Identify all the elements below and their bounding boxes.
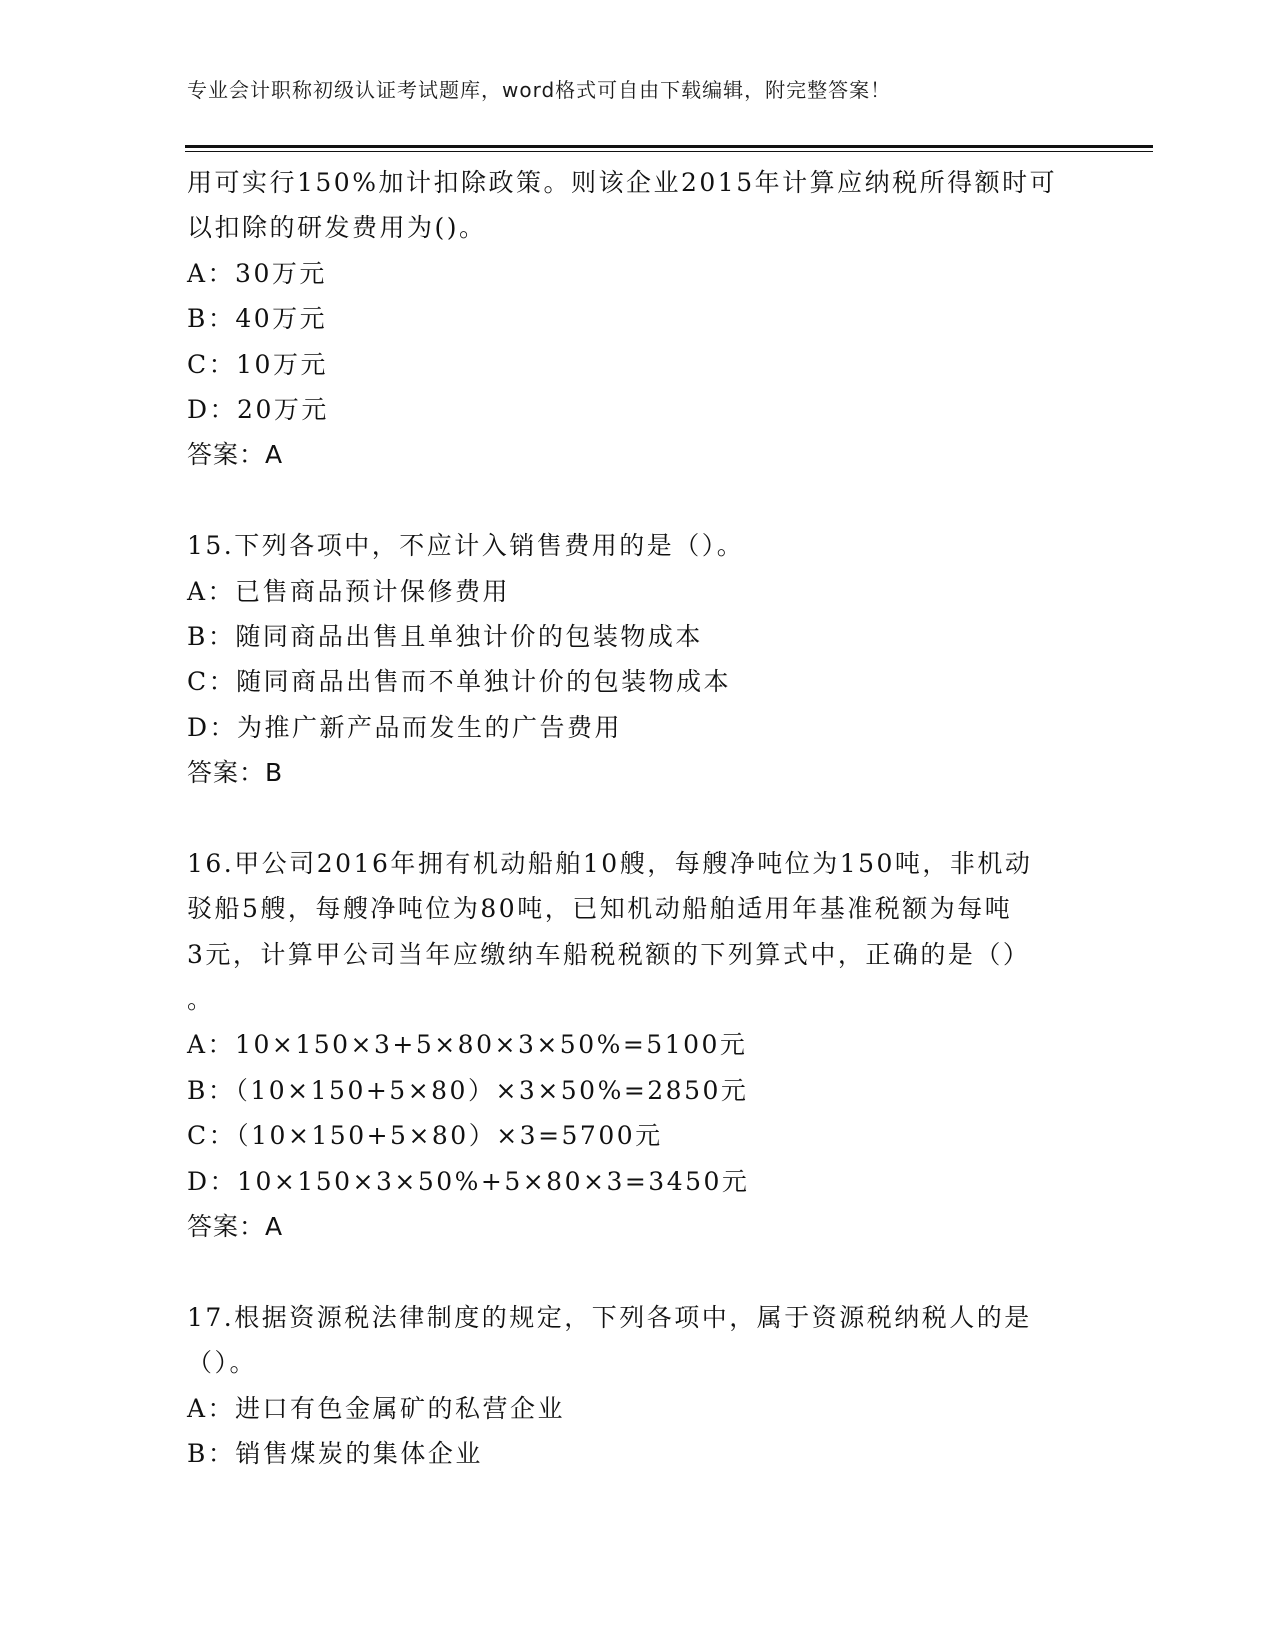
option-d: D：20万元 — [187, 394, 329, 424]
option-a: A：30万元 — [187, 258, 327, 288]
question-stem-line: 17.根据资源税法律制度的规定，下列各项中，属于资源税纳税人的是 — [187, 1302, 1032, 1332]
option-c: C：（10×150+5×80）×3=5700元 — [187, 1121, 663, 1151]
question-stem-line: 15.下列各项中，不应计入销售费用的是（）。 — [187, 531, 745, 561]
option-c: C：10万元 — [187, 349, 328, 379]
question-stem-line: 以扣除的研发费用为()。 — [187, 213, 487, 243]
question-14 — [187, 160, 1077, 478]
header-rule — [185, 145, 1153, 152]
option-a: A：进口有色金属矿的私营企业 — [187, 1393, 566, 1423]
question-stem-line: 。 — [187, 985, 215, 1015]
question-17 — [187, 1295, 1077, 1477]
option-b: B：40万元 — [187, 304, 328, 334]
question-stem-line: （）。 — [187, 1348, 258, 1378]
option-b: B：随同商品出售且单独计价的包装物成本 — [187, 621, 703, 651]
answer: 答案：A — [187, 1211, 284, 1241]
question-stem-line: 驳船5艘，每艘净吨位为80吨，已知机动船舶适用年基准税额为每吨 — [187, 894, 1013, 924]
option-a: A：已售商品预计保修费用 — [187, 576, 511, 606]
question-16 — [187, 841, 1077, 1250]
spacer — [187, 795, 1077, 840]
option-b: B：（10×150+5×80）×3×50%=2850元 — [187, 1075, 749, 1105]
option-a: A：10×150×3+5×80×3×50%=5100元 — [187, 1030, 748, 1060]
option-d: D：为推广新产品而发生的广告费用 — [187, 712, 623, 742]
spacer — [187, 1249, 1077, 1294]
option-b: B：销售煤炭的集体企业 — [187, 1438, 483, 1468]
answer: 答案：B — [187, 758, 284, 788]
question-stem-line: 16.甲公司2016年拥有机动船舶10艘，每艘净吨位为150吨，非机动 — [187, 848, 1033, 878]
question-stem-line: 用可实行150%加计扣除政策。则该企业2015年计算应纳税所得额时可 — [187, 168, 1058, 197]
option-c: C：随同商品出售而不单独计价的包装物成本 — [187, 667, 732, 697]
question-15 — [187, 523, 1077, 795]
spacer — [187, 478, 1077, 523]
document-body — [187, 160, 1077, 1476]
answer: 答案：A — [187, 440, 284, 470]
page-header: 专业会计职称初级认证考试题库，word格式可自由下载编辑，附完整答案！ — [187, 78, 892, 102]
question-stem-line: 3元，计算甲公司当年应缴纳车船税税额的下列算式中，正确的是（） — [187, 939, 1031, 969]
option-d: D：10×150×3×50%+5×80×3=3450元 — [187, 1166, 750, 1196]
